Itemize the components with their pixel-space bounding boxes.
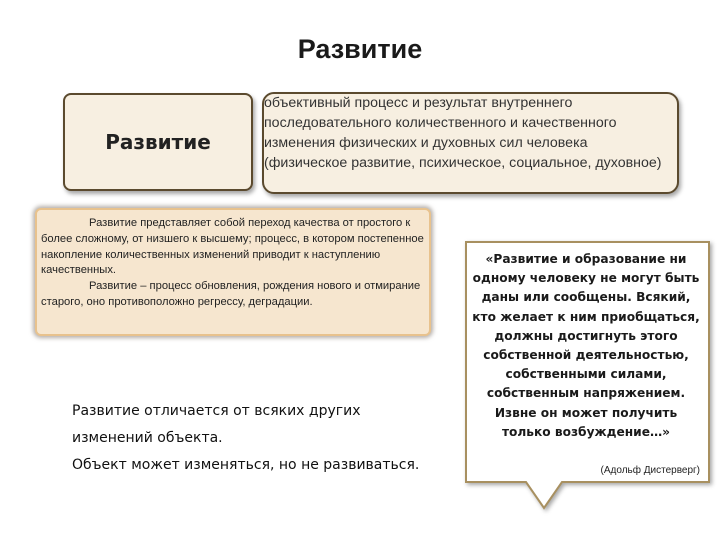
term-label: Развитие bbox=[105, 130, 211, 154]
quote-text: «Развитие и образование ни одному человеку не могут быть даны или сообщены. Всякий, кто желает к ним приобщаться, должны достигнуть этого собственной деятельностью, собственными силами, собственным напряжением. Извне он может получить только возбуждение…» bbox=[472, 252, 700, 439]
definition-text: объективный процесс и результат внутреннего последовательного количественного и качественного изменения физических и духовных сил человека (физическое развитие, психическое, социальное, духовное) bbox=[264, 95, 662, 171]
difference-line-1: Развитие отличается от всяких других изменений объекта. bbox=[72, 403, 361, 446]
quote-author: (Адольф Дистерверг) bbox=[600, 465, 700, 476]
development-paragraph-1: Развитие представляет собой переход качества от простого к более сложному, от низшего к высшему; процесс, в котором постепенное накопление количественных изменений приводит к наступлению качественных. bbox=[41, 217, 424, 277]
development-paragraph-2: Развитие – процесс обновления, рождения нового и отмирание старого, оно противоположно регрессу, деградации. bbox=[41, 280, 421, 308]
slide-title: Развитие bbox=[297, 34, 423, 64]
difference-line-2: Объект может изменяться, но не развиваться. bbox=[72, 457, 420, 473]
